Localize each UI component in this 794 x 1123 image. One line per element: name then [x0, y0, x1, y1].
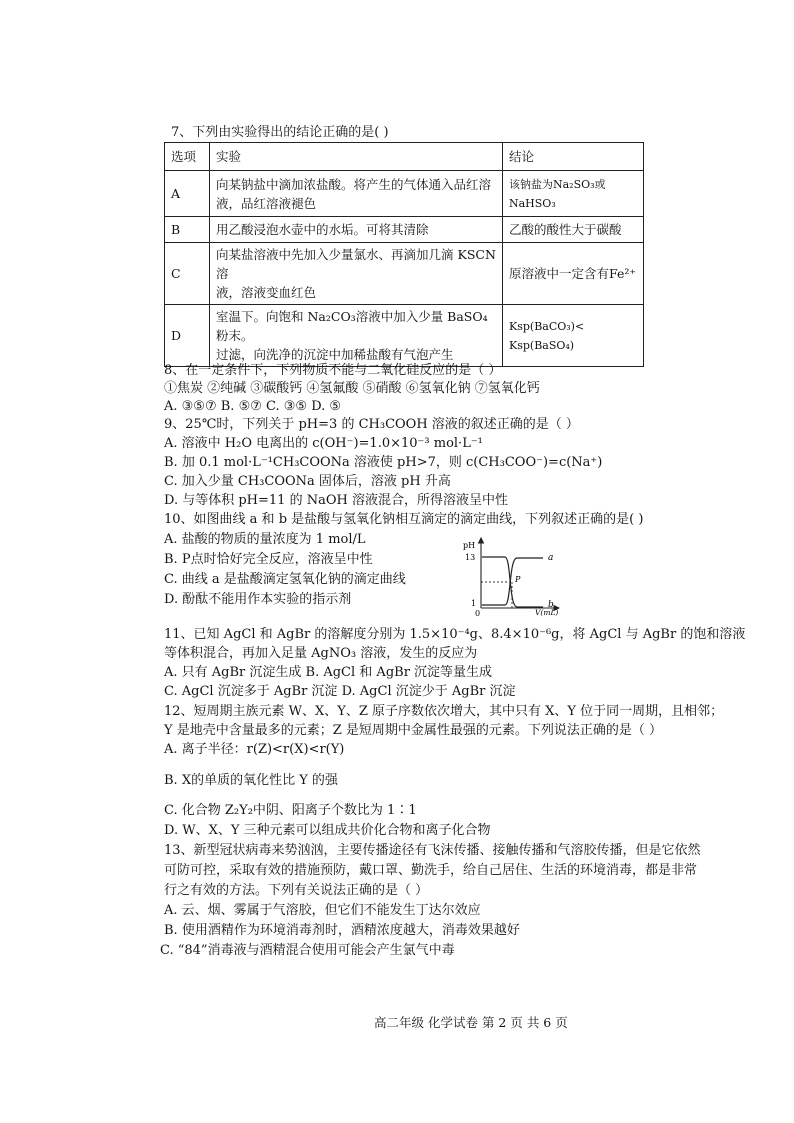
- header-experiment: 实验: [210, 143, 503, 171]
- q11-options-cd: C. AgCl 沉淀多于 AgBr 沉淀 D. AgCl 沉淀少于 AgBr 沉淀: [164, 684, 516, 699]
- q13-option-c: C. “84”消毒液与酒精混合使用可能会产生氯气中毒: [160, 943, 455, 958]
- q12-option-b: B. X的单质的氧化性比 Y 的强: [164, 773, 338, 788]
- q12-option-d: D. W、X、Y 三种元素可以组成共价化合物和离子化合物: [164, 823, 491, 838]
- q13-stem-line2: 可防可控，采取有效的措施预防，戴口罩、勤洗手，给自己居住、生活的环境消毒，都是非常: [164, 863, 698, 878]
- q9-option-a: A. 溶液中 H₂O 电离出的 c(OH⁻)=1.0×10⁻³ mol·L⁻¹: [164, 436, 483, 451]
- q13-option-b: B. 使用酒精作为环境消毒剂时，酒精浓度越大，消毒效果越好: [164, 923, 520, 938]
- q12-stem-line2: Y 是地壳中含量最多的元素；Z 是短周期中金属性最强的元素。下列说法正确的是（ ）: [164, 723, 663, 738]
- experiment-line: 液，品红溶液褪色: [216, 195, 317, 211]
- row-option: A: [165, 171, 210, 217]
- titration-curve-figure: [455, 536, 570, 616]
- row-option: D: [165, 305, 210, 367]
- q12-option-c: C. 化合物 Z₂Y₂中阴、阳离子个数比为 1∶1: [164, 803, 417, 818]
- table-row: [165, 305, 644, 367]
- table-row: [165, 217, 644, 243]
- origin-label: 0: [475, 609, 481, 616]
- q11-options-ab: A. 只有 AgBr 沉淀生成 B. AgCl 和 AgBr 沉淀等量生成: [164, 665, 493, 680]
- q10-option-d: D. 酚酞不能用作本实验的指示剂: [164, 592, 352, 607]
- q12-option-a: A. 离子半径：r(Z)<r(X)<r(Y): [164, 742, 345, 757]
- table-row: [165, 171, 644, 217]
- table-header-row: [165, 143, 644, 171]
- q8-options: A. ③⑤⑦ B. ⑤⑦ C. ③⑤ D. ⑤: [164, 399, 342, 414]
- q13-stem-line1: 13、新型冠状病毒来势汹汹，主要传播途径有飞沫传播、接触传播和气溶胶传播，但是它依然: [164, 843, 701, 858]
- row-conclusion: Ksp(BaCO₃)< Ksp(BaSO₄): [503, 305, 644, 367]
- q12-stem-line1: 12、短周期主族元素 W、X、Y、Z 原子序数依次增大，其中只有 X、Y 位于同一周期，且相邻；: [164, 704, 724, 719]
- q10-option-c: C. 曲线 a 是盐酸滴定氢氧化钠的滴定曲线: [164, 572, 406, 587]
- header-option: 选项: [165, 143, 210, 171]
- experiment-line: 向某盐溶液中先加入少量氯水、再滴加几滴 KSCN 溶: [216, 247, 496, 281]
- row-option: C: [165, 243, 210, 305]
- q9-option-d: D. 与等体积 pH=11 的 NaOH 溶液混合，所得溶液呈中性: [164, 493, 508, 508]
- q8-stem: 8、在一定条件下，下列物质不能与二氧化硅反应的是（ ）: [164, 363, 502, 378]
- row-option: B: [165, 217, 210, 243]
- row-experiment: [210, 171, 503, 217]
- experiment-line: 液，溶液变血红色: [216, 285, 317, 300]
- header-conclusion: 结论: [503, 143, 644, 171]
- row-experiment: 用乙酸浸泡水壶中的水垢。可将其清除: [210, 217, 503, 243]
- x-axis-label: V(mL): [535, 608, 559, 616]
- curve-b-label: b: [548, 600, 554, 610]
- q13-option-a: A. 云、烟、雾属于气溶胶，但它们不能发生丁达尔效应: [164, 903, 481, 918]
- q11-stem-line1: 11、已知 AgCl 和 AgBr 的溶解度分别为 1.5×10⁻⁴g、8.4×10⁻⁶g，将 AgCl 与 AgBr 的饱和溶液: [164, 627, 746, 642]
- q7-table: [164, 142, 644, 367]
- y-tick-top: 13: [465, 553, 476, 562]
- q10-option-b: B. P点时恰好完全反应，溶液呈中性: [164, 552, 373, 567]
- q8-items: ①焦炭 ②纯碱 ③碳酸钙 ④氢氟酸 ⑤硝酸 ⑥氢氧化钠 ⑦氢氧化钙: [164, 381, 540, 396]
- point-p-label: P: [515, 575, 521, 584]
- row-conclusion: 该钠盐为Na₂SO₃或NaHSO₃: [503, 171, 644, 217]
- experiment-line: 过滤，向洗净的沉淀中加稀盐酸有气泡产生: [216, 347, 454, 362]
- row-conclusion: 乙酸的酸性大于碳酸: [503, 217, 644, 243]
- experiment-line: 向某钠盐中滴加浓盐酸。将产生的气体通入品红溶: [216, 176, 492, 192]
- experiment-line: 室温下。向饱和 Na₂CO₃溶液中加入少量 BaSO₄粉末。: [216, 309, 488, 343]
- q9-option-b: B. 加 0.1 mol·L⁻¹CH₃COONa 溶液使 pH>7，则 c(CH₃COO⁻)=c(Na⁺): [164, 455, 603, 470]
- q10-stem: 10、如图曲线 a 和 b 是盐酸与氢氧化钠相互滴定的滴定曲线，下列叙述正确的是( ): [164, 512, 644, 527]
- q13-stem-line3: 行之有效的方法。下列有关说法正确的是（ ）: [164, 883, 429, 898]
- table-row: [165, 243, 644, 305]
- page-footer: 高二年级 化学试卷 第 2 页 共 6 页: [374, 1015, 568, 1030]
- y-axis-label: pH: [463, 541, 476, 550]
- q9-option-c: C. 加入少量 CH₃COONa 固体后，溶液 pH 升高: [164, 474, 451, 489]
- y-tick-bottom: 1: [471, 599, 477, 608]
- row-experiment: [210, 243, 503, 305]
- q10-option-a: A. 盐酸的物质的量浓度为 1 mol/L: [164, 532, 366, 547]
- q7-stem: 7、下列由实验得出的结论正确的是( ): [171, 125, 389, 140]
- curve-a-label: a: [548, 553, 554, 563]
- row-experiment: [210, 305, 503, 367]
- row-conclusion: 原溶液中一定含有Fe²⁺: [503, 243, 644, 305]
- q11-stem-line2: 等体积混合，再加入足量 AgNO₃ 溶液，发生的反应为: [164, 646, 478, 661]
- q9-stem: 9、25℃时，下列关于 pH=3 的 CH₃COOH 溶液的叙述正确的是（ ）: [164, 417, 579, 432]
